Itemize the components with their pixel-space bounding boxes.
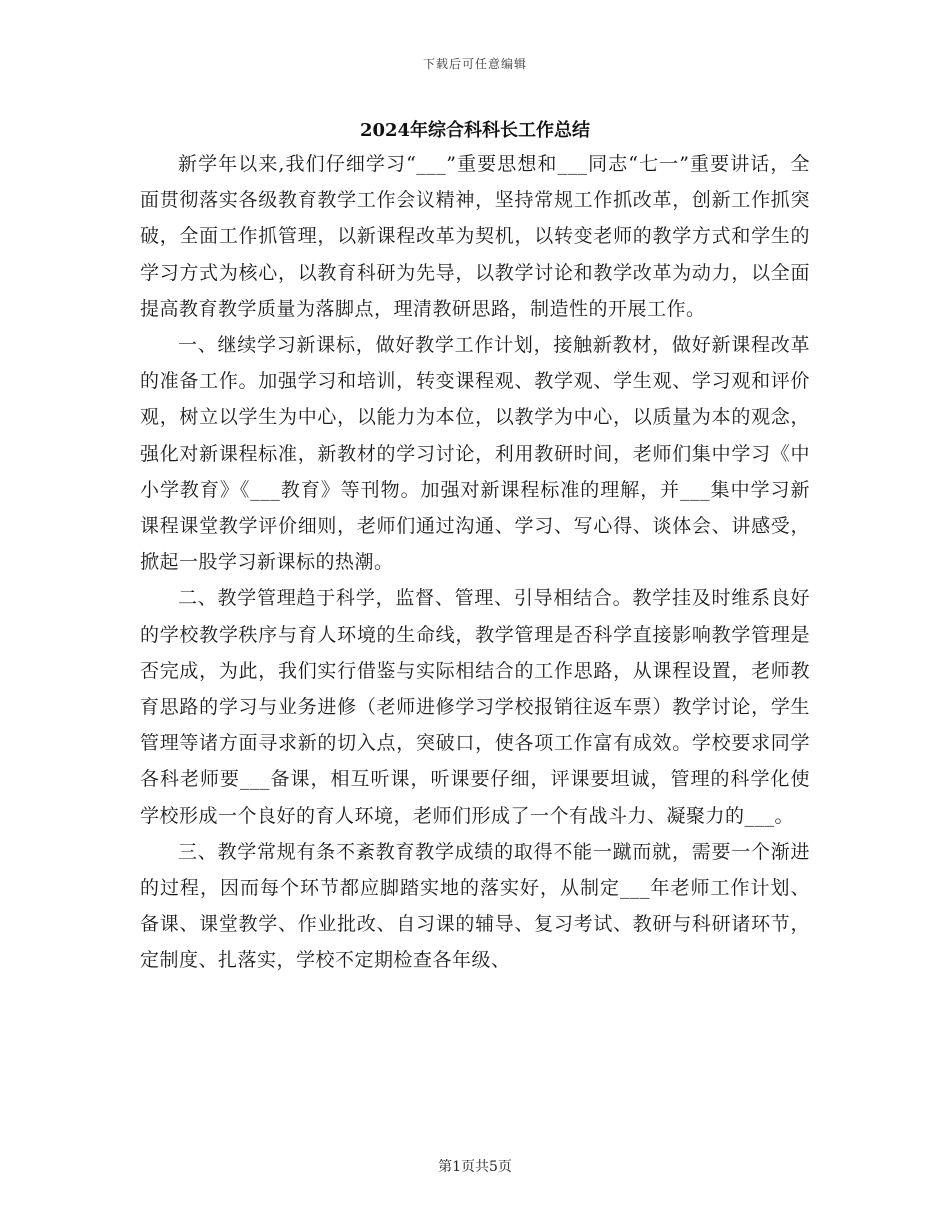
paragraph-section-1: 一、继续学习新课标，做好教学工作计划，接触新教材，做好新课程改革的准备工作。加强学习和培训，转变课程观、教学观、学生观、学习观和评价观，树立以学生为中心，以能力为本位，以教学为中心，以质量为本的观念，强化对新课程标准，新教材的学习讨论，利用教研时间，老师们集中学习《中小学教育》《___教育》等刊物。加强对新课程标准的理解，并___集中学习新课程课堂教学评价细则，老师们通过沟通、学习、写心得、谈体会、讲感受，掀起一股学习新课标的热潮。 — [140, 334, 810, 574]
paragraph-intro: 新学年以来,我们仔细学习“___”重要思想和___同志“七一”重要讲话，全面贯彻落实各级教育教学工作会议精神，坚持常规工作抓改革，创新工作抓突破，全面工作抓管理，以新课程改革为契机，以转变老师的教学方式和学生的学习方式为核心，以教育科研为先导，以教学讨论和教学改革为动力，以全面提高教育教学质量为落脚点，理清教研思路，制造性的开展工作。 — [140, 153, 810, 320]
page-number: 第1页共5页 — [438, 1159, 512, 1175]
paragraph-section-3: 三、教学常规有条不紊教育教学成绩的取得不能一蹴而就，需要一个渐进的过程，因而每个环节都应脚踏实地的落实好，从制定___年老师工作计划、备课、课堂教学、作业批改、自习课的辅导、复习考试、教研与科研诸环节，定制度、扎落实，学校不定期检查各年级、 — [140, 840, 810, 972]
document-body — [140, 146, 810, 979]
document-title: 2024年综合科科长工作总结 — [359, 120, 591, 141]
paragraph-section-2: 二、教学管理趋于科学，监督、管理、引导相结合。教学挂及时维系良好的学校教学秩序与育人环境的生命线，教学管理是否科学直接影响教学管理是否完成，为此，我们实行借鉴与实际相结合的工作思路，从课程设置，老师教育思路的学习与业务进修（老师进修学习学校报销往返车票）教学讨论，学生管理等诸方面寻求新的切入点，突破口，使各项工作富有成效。学校要求同学各科老师要___备课，相互听课，听课要仔细，评课要坦诚，管理的科学化使学校形成一个良好的育人环境，老师们形成了一个有战斗力、凝聚力的___。 — [140, 587, 810, 827]
header-note: 下载后可任意编辑 — [422, 57, 527, 71]
